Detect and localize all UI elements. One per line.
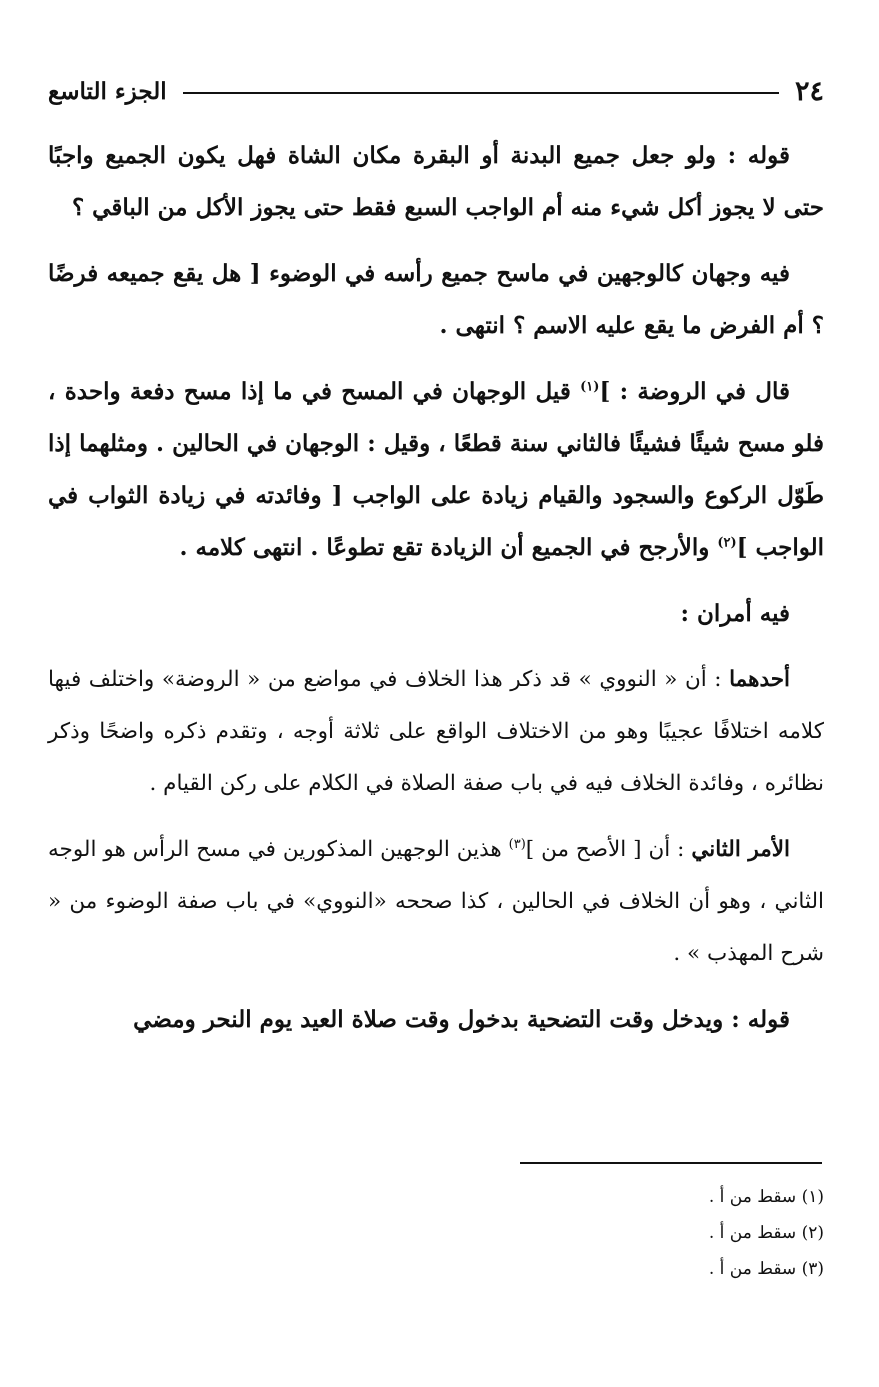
footnote-2: (٢) سقط من أ .	[708, 1223, 824, 1243]
footnote-rule	[520, 1162, 822, 1164]
main-text	[48, 130, 824, 1060]
paragraph-text: قوله : ولو جعل جميع البدنة أو البقرة مكان الشاة فهل يكون الجميع واجبًا حتى لا يجوز أكل شيء منه أم الواجب السبع فقط حتى يجوز الأكل من الباقي ؟	[48, 142, 824, 221]
paragraph-text: قال في الروضة : ]	[599, 378, 790, 405]
paragraph-quote-2	[48, 994, 824, 1046]
running-title: الجزء التاسع	[48, 77, 167, 105]
paragraph-commentary-1	[48, 248, 824, 352]
paragraph-first-matter	[48, 654, 824, 810]
footnote-3: (٣) سقط من أ .	[708, 1259, 824, 1279]
paragraph-text: والأرجح في الجميع أن الزيادة تقع تطوعًا . انتهى كلامه .	[179, 534, 718, 561]
paragraph-text: فيه أمران :	[680, 600, 790, 627]
page-header	[48, 68, 824, 114]
paragraph-lead: الأمر الثاني	[691, 837, 790, 862]
paragraph-second-matter	[48, 824, 824, 980]
paragraph-lead: أحدهما	[729, 667, 790, 692]
footnote-1: (١) سقط من أ .	[708, 1187, 824, 1207]
paragraph-text: قوله : ويدخل وقت التضحية بدخول وقت صلاة العيد يوم النحر ومضي	[133, 1006, 790, 1033]
header-rule	[183, 92, 779, 94]
paragraph-quote-1	[48, 130, 824, 234]
paragraph-text: : أن [ الأصح من ]	[525, 837, 692, 862]
footnote-ref: (٣)	[508, 836, 526, 852]
paragraph-text: قيل الوجهان في المسح في ما إذا مسح دفعة واحدة ، فلو مسح شيئًا فشيئًا فالثاني سنة قطعًا ، وقيل : الوجهان في الحالين . ومثلهما إذا طَوّل الركوع والسجود والقيام زيادة على الواجب [ وفائدته في زيادة الثواب في الواجب ]	[48, 378, 824, 561]
page-number: ٢٤	[794, 75, 824, 107]
footnote-ref: (١)	[580, 379, 600, 395]
footnotes	[48, 1182, 824, 1290]
paragraph-two-matters	[48, 588, 824, 640]
paragraph-rawda-quote	[48, 366, 824, 574]
paragraph-text: : أن « النووي » قد ذكر هذا الخلاف في مواضع من « الروضة» واختلف فيها كلامه اختلافًا عجيبًا وهو من الاختلاف الواقع على ثلاثة أوجه ، وتقدم ذكره واضحًا وذكر نظائره ، وفائدة الخلاف فيه في باب صفة الصلاة في الكلام على ركن القيام .	[48, 667, 824, 796]
paragraph-text: فيه وجهان كالوجهين في ماسح جميع رأسه في الوضوء [ هل يقع جميعه فرضًا ؟ أم الفرض ما يقع عليه الاسم ؟ انتهى .	[48, 260, 824, 339]
footnote-ref: (٢)	[717, 535, 737, 551]
paragraph-text: هذين الوجهين المذكورين في مسح الرأس هو الوجه الثاني ، وهو أن الخلاف في الحالين ، كذا صححه «النووي» في باب صفة الوضوء من « شرح المهذب » .	[48, 837, 824, 966]
